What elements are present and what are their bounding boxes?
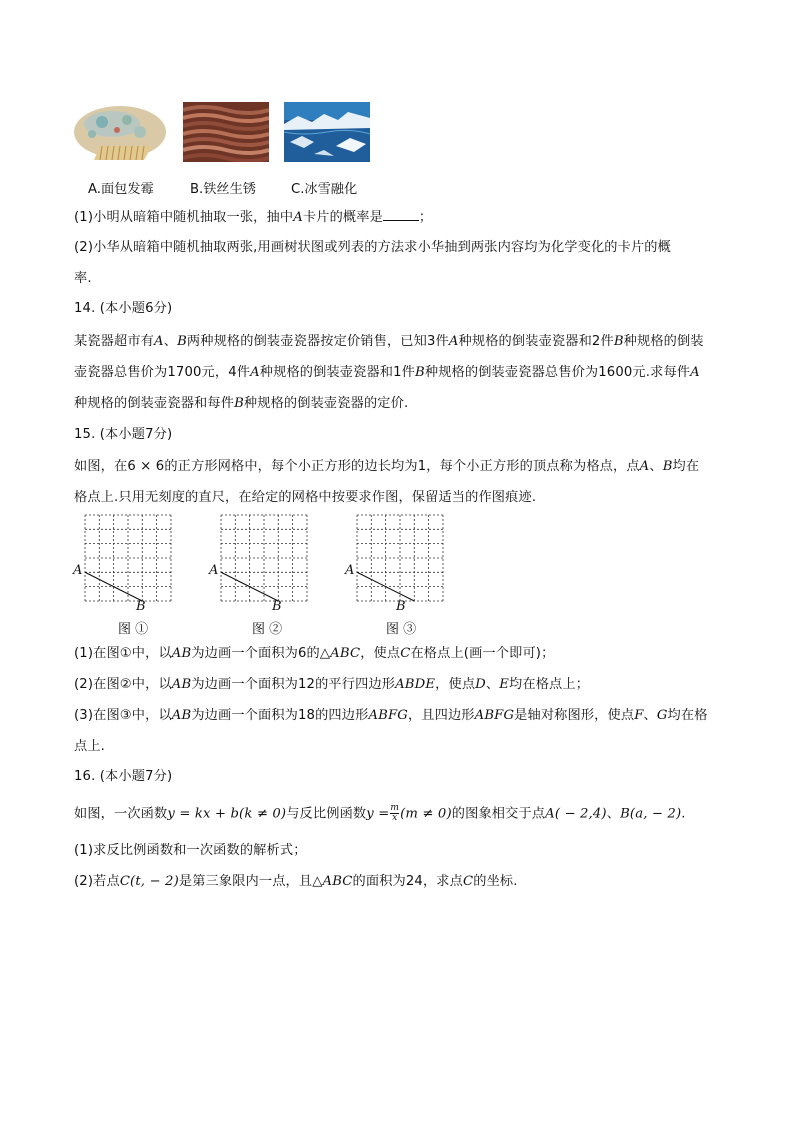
q16-sub1: (1)求反比例函数和一次函数的解析式； <box>74 843 307 858</box>
grid3-point-a: A <box>345 563 355 578</box>
q15-header: 15. (本小题7分) <box>74 427 173 442</box>
grid2-point-b: B <box>272 599 282 614</box>
q15-sub3-line1: (3)在图③中，以AB为边画一个面积为18的四边形ABFG，且四边形ABFG是轴对称图形，使点F、G均在格 <box>74 708 708 723</box>
q16-sub2: (2)若点C(t, − 2)是第三象限内一点，且△ABC的面积为24，求点C的坐标. <box>74 874 518 889</box>
q16-header: 16. (本小题7分) <box>74 769 173 784</box>
figure-1-caption: 图 ① <box>118 622 149 637</box>
rusty-wire-image <box>183 102 269 162</box>
q15-line1: 如图，在6 × 6的正方形网格中，每个小正方形的边长均为1，每个小正方形的顶点称为格点，点A、B均在 <box>74 459 700 474</box>
q14-line2: 壶瓷器总售价为1700元，4件A种规格的倒装壶瓷器和1件B种规格的倒装壶瓷器总售价为1600元.求每件A <box>74 365 700 380</box>
q15-sub2: (2)在图②中，以AB为边画一个面积为12的平行四边形ABDE，使点D、E均在格点上； <box>74 677 590 692</box>
q15-sub1: (1)在图①中，以AB为边画一个面积为6的△ABC，使点C在格点上(画一个即可)； <box>74 646 555 661</box>
q15-line2: 格点上.只用无刻度的直尺，在给定的网格中按要求作图，保留适当的作图痕迹. <box>74 490 537 505</box>
grid2-point-a: A <box>209 563 219 578</box>
grid1-point-a: A <box>73 563 83 578</box>
grid3-point-b: B <box>396 599 406 614</box>
q14-line3: 种规格的倒装壶瓷器和每件B种规格的倒装壶瓷器的定价. <box>74 396 409 411</box>
grid-figure-1 <box>84 514 174 604</box>
moldy-bread-image <box>72 102 168 162</box>
grid-figure-2 <box>220 514 310 604</box>
q14-line1: 某瓷器超市有A、B两种规格的倒装壶瓷器按定价销售，已知3件A种规格的倒装壶瓷器和2件B种规格的倒装 <box>74 334 704 349</box>
q15-sub3-line2: 点上. <box>74 739 106 754</box>
q13-part1: (1)小明从暗箱中随机抽取一张，抽中A卡片的概率是 ； <box>74 210 433 225</box>
q14-header: 14. (本小题6分) <box>74 301 173 316</box>
fraction-m-over-x: $\frac{m}{x}$ <box>390 803 400 823</box>
q16-line1: 如图，一次函数y = kx + b(k ≠ 0)与反比例函数y = $\frac{m}{x}$ (m ≠ 0)的图象相交于点A( − 2,4)、B(a, − 2). <box>74 803 686 823</box>
caption-c: C.冰雪融化 <box>291 182 358 197</box>
answer-blank <box>383 208 419 221</box>
q13-part2-line1: (2)小华从暗箱中随机抽取两张,用画树状图或列表的方法求小华抽到两张内容均为化学变化的卡片的概 <box>74 240 671 255</box>
caption-a: A.面包发霉 <box>88 182 154 197</box>
figure-3-caption: 图 ③ <box>386 622 417 637</box>
caption-b: B.铁丝生锈 <box>190 182 256 197</box>
grid-figure-3 <box>356 514 446 604</box>
q13-part2-line2: 率. <box>74 271 92 286</box>
grid1-point-b: B <box>136 599 146 614</box>
melting-ice-image <box>284 102 370 162</box>
figure-2-caption: 图 ② <box>252 622 283 637</box>
